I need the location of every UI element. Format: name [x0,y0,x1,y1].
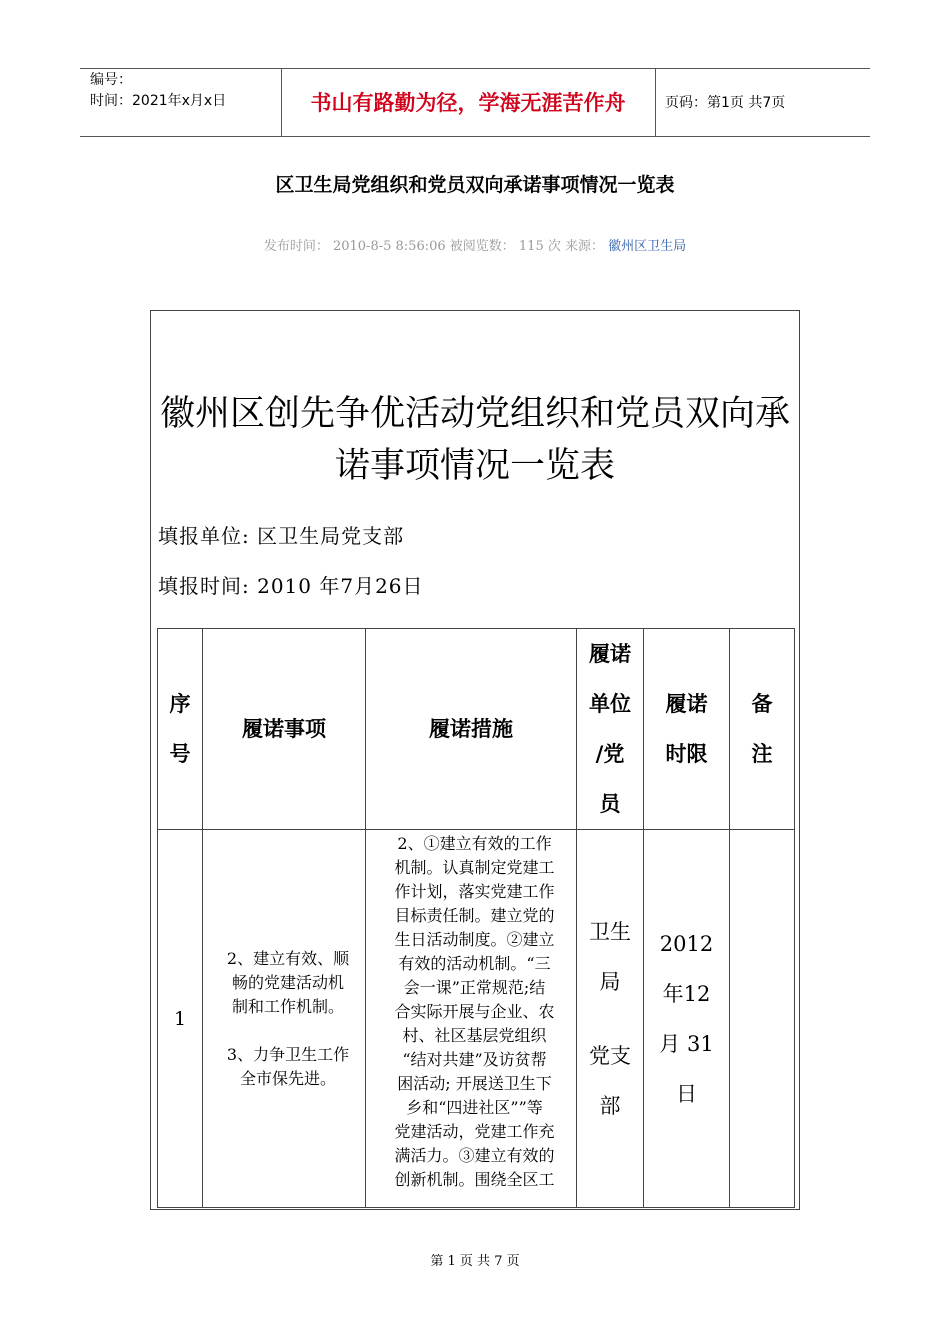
item-line: 3、力争卫生工作 [226,1044,350,1064]
measure-line: 机制。认真制定党建工 [394,858,555,877]
header-text: 号 [169,742,191,766]
header-unit [577,629,644,830]
cell-measure [366,830,577,1208]
unit-line: 局 [599,969,621,994]
main-title-line: 诺事项情况一览表 [334,446,615,486]
header-text: 履诺 [665,692,708,716]
item-line: 畅的党建活动机 [231,972,344,992]
measure-line: 满活力。③建立有效的 [394,1146,555,1165]
measure-line: 2、①建立有效的工作 [397,834,552,853]
cell-seq: 1 [158,830,203,1208]
header-text: 时限 [665,742,708,766]
commitment-table [157,628,795,1208]
main-title-line: 徽州区创先争优活动党组织和党员双向承 [159,394,790,434]
fill-unit: 填报单位: 区卫生局党支部 [158,524,405,548]
measure-line: 党建活动，党建工作充 [394,1122,555,1141]
unit-line [577,1007,643,1031]
unit-line: 党支 [589,1043,631,1068]
meta-text: 发布时间： 2010-8-5 8:56:06 被阅览数： 115 次 来源： [263,239,604,254]
header-seq [158,629,203,830]
header-measure [366,629,577,830]
unit-line: 部 [599,1093,621,1118]
page-indicator: 页码：第1页 共7页 [665,95,786,111]
number-label: 编号： [90,72,132,88]
measure-line: 乡和“四进社区””等 [406,1098,543,1117]
measure-line: 生日活动制度。②建立 [394,930,555,949]
measure-line: “结对共建”及访贫帮 [402,1050,547,1069]
header-bottom-rule [80,136,870,137]
deadline-line: 2012 [659,931,714,956]
item-line: 制和工作机制。 [231,996,344,1016]
publish-meta [0,235,950,254]
header-divider [655,68,656,136]
unit-line: 卫生 [589,919,631,944]
item-line [211,1019,365,1043]
table-header-row [158,629,795,830]
page-footer: 第 1 页 共 7 页 [430,1254,520,1269]
item-line: 2、建立有效、顺 [226,948,350,968]
cell-deadline [644,830,730,1208]
header-text: 备 [751,692,773,716]
measure-line: 村、社区基层党组织 [402,1026,547,1045]
header-text: 履诺事项 [242,717,326,741]
header-text: /党 [595,742,625,766]
fill-date: 填报时间: 2010 年7月26日 [158,574,424,598]
measure-line: 创新机制。围绕全区工 [394,1170,555,1189]
header-deadline [644,629,730,830]
header-info [90,70,226,112]
header-text: 员 [599,792,621,816]
item-line: 全市保先进。 [239,1068,336,1088]
measure-line: 作计划，落实党建工作 [394,882,555,901]
measure-line: 目标责任制。建立党的 [394,906,555,925]
deadline-line: 日 [676,1081,697,1106]
measure-line: 合实际开展与企业、农 [394,1002,555,1021]
cell-item [203,830,366,1208]
table-row [158,830,795,1208]
header-text: 注 [751,742,773,766]
cell-note [730,830,795,1208]
deadline-line: 月 31 [659,1031,714,1056]
deadline-line: 年12 [662,981,711,1006]
header-note [730,629,795,830]
header-text: 单位 [589,692,631,716]
source-link[interactable]: 徽州区卫生局 [608,239,687,254]
header-text: 履诺措施 [429,717,513,741]
time-label: 时间：2021年x月x日 [90,93,227,109]
main-title [155,388,795,492]
header-motto: 书山有路勤为径，学海无涯苦作舟 [310,91,626,115]
header-text: 序 [169,692,191,716]
document-title: 区卫生局党组织和党员双向承诺事项情况一览表 [275,174,675,196]
cell-unit [577,830,644,1208]
measure-line: 困活动; 开展送卫生下 [397,1074,552,1093]
header-text: 履诺 [589,642,631,666]
header-item [203,629,366,830]
measure-line: 会一课”正常规范;结 [403,978,546,997]
measure-line: 有效的活动机制。“三 [398,954,551,973]
